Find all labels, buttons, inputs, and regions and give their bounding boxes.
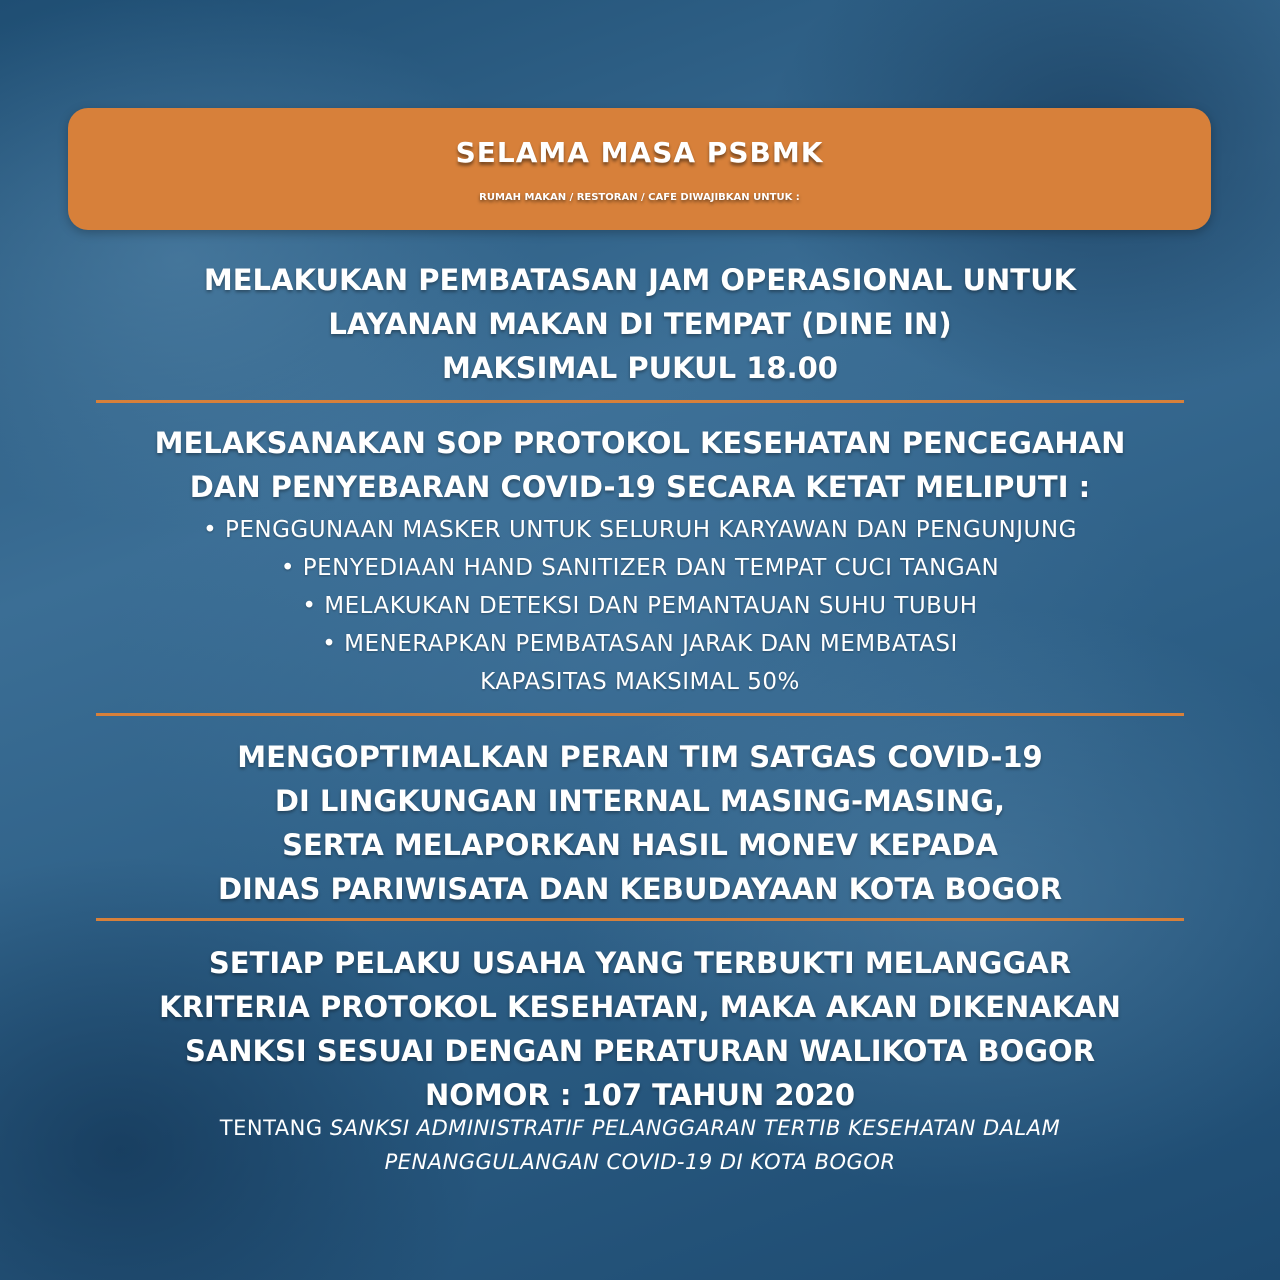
section-health-protocol-bullets: [40, 511, 1240, 701]
section3-line: DI LINGKUNGAN INTERNAL MASING-MASING,: [274, 784, 1006, 818]
section4-line: KRITERIA PROTOKOL KESEHATAN, MAKA AKAN DIKENAKAN: [159, 990, 1121, 1024]
section1-line: MELAKUKAN PEMBATASAN JAM OPERASIONAL UNTUK: [203, 263, 1077, 297]
footnote-line: [40, 1111, 1240, 1145]
section3-line: SERTA MELAPORKAN HASIL MONEV KEPADA: [282, 828, 998, 862]
section-operating-hours: [40, 258, 1240, 390]
section4-line: SANKSI SESUAI DENGAN PERATURAN WALIKOTA BOGOR: [184, 1034, 1096, 1068]
header-title: SELAMA MASA PSBMK: [455, 136, 824, 169]
section4-line: SETIAP PELAKU USAHA YANG TERBUKTI MELANGGAR: [208, 946, 1072, 980]
header-subtitle: RUMAH MAKAN / RESTORAN / CAFE DIWAJIBKAN UNTUK :: [479, 192, 800, 203]
section4-line: NOMOR : 107 TAHUN 2020: [424, 1078, 856, 1112]
section3-line: DINAS PARIWISATA DAN KEBUDAYAAN KOTA BOGOR: [217, 872, 1063, 906]
footnote-italic: PENANGGULANGAN COVID-19 DI KOTA BOGOR: [384, 1150, 896, 1174]
bullet-item-continuation: KAPASITAS MAKSIMAL 50%: [480, 669, 800, 695]
footnote-italic: SANKSI ADMINISTRATIF PELANGGARAN TERTIB KESEHATAN DALAM: [329, 1116, 1061, 1140]
section-task-force: [40, 735, 1240, 911]
bullet-item: • PENYEDIAAN HAND SANITIZER DAN TEMPAT CUCI TANGAN: [280, 555, 1000, 581]
section-health-protocol: [40, 421, 1240, 509]
section2-line: DAN PENYEBARAN COVID-19 SECARA KETAT MELIPUTI :: [189, 470, 1091, 504]
bullet-item: • MELAKUKAN DETEKSI DAN PEMANTAUAN SUHU TUBUH: [302, 593, 978, 619]
bullet-item: • PENGGUNAAN MASKER UNTUK SELURUH KARYAWAN DAN PENGUNJUNG: [203, 517, 1077, 543]
divider: [96, 400, 1184, 403]
sanctions-footnote: [40, 1111, 1240, 1179]
section2-line: MELAKSANAKAN SOP PROTOKOL KESEHATAN PENCEGAHAN: [154, 426, 1126, 460]
section-sanctions: [40, 941, 1240, 1117]
footnote-line: [40, 1145, 1240, 1179]
footnote-prefix: TENTANG: [219, 1116, 330, 1140]
section3-line: MENGOPTIMALKAN PERAN TIM SATGAS COVID-19: [237, 740, 1043, 774]
divider: [96, 918, 1184, 921]
section1-line: LAYANAN MAKAN DI TEMPAT (DINE IN): [328, 307, 952, 341]
bullet-item: • MENERAPKAN PEMBATASAN JARAK DAN MEMBATASI: [322, 631, 958, 657]
divider: [96, 713, 1184, 716]
section1-line: MAKSIMAL PUKUL 18.00: [442, 351, 838, 385]
